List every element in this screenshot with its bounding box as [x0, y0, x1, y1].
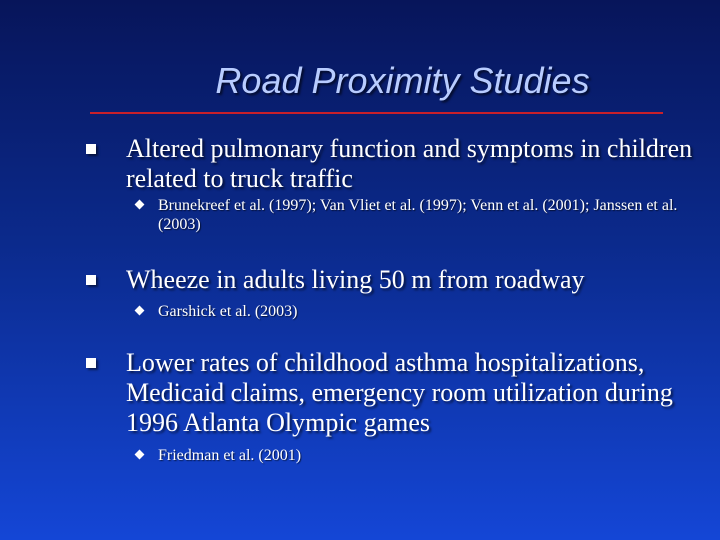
- sub-bullet-1: [134, 196, 694, 234]
- title-divider: [90, 112, 663, 114]
- square-bullet-icon: [86, 275, 96, 285]
- bullet-1-text: Altered pulmonary function and symptoms in children related to truck traffic: [126, 134, 693, 193]
- slide-title: Road Proximity Studies: [215, 60, 590, 101]
- bullet-3-text: Lower rates of childhood asthma hospitalizations, Medicaid claims, emergency room utilization during 1996 Atlanta Olympic games: [126, 348, 673, 437]
- sub-bullet-3-text: Friedman et al. (2001): [158, 447, 302, 464]
- bullet-1: [88, 134, 698, 194]
- bullet-3: [88, 348, 698, 438]
- sub-bullet-2-text: Garshick et al. (2003): [158, 303, 298, 320]
- sub-bullet-3: [134, 446, 694, 465]
- bullet-2-text: Wheeze in adults living 50 m from roadway: [126, 265, 585, 294]
- sub-bullet-1-text: Brunekreef et al. (1997); Van Vliet et al. (1997); Venn et al. (2001); Janssen et al. (2003): [158, 197, 678, 233]
- square-bullet-icon: [86, 144, 96, 154]
- bullet-2: [88, 265, 698, 295]
- sub-bullet-2: [134, 302, 694, 321]
- square-bullet-icon: [86, 358, 96, 368]
